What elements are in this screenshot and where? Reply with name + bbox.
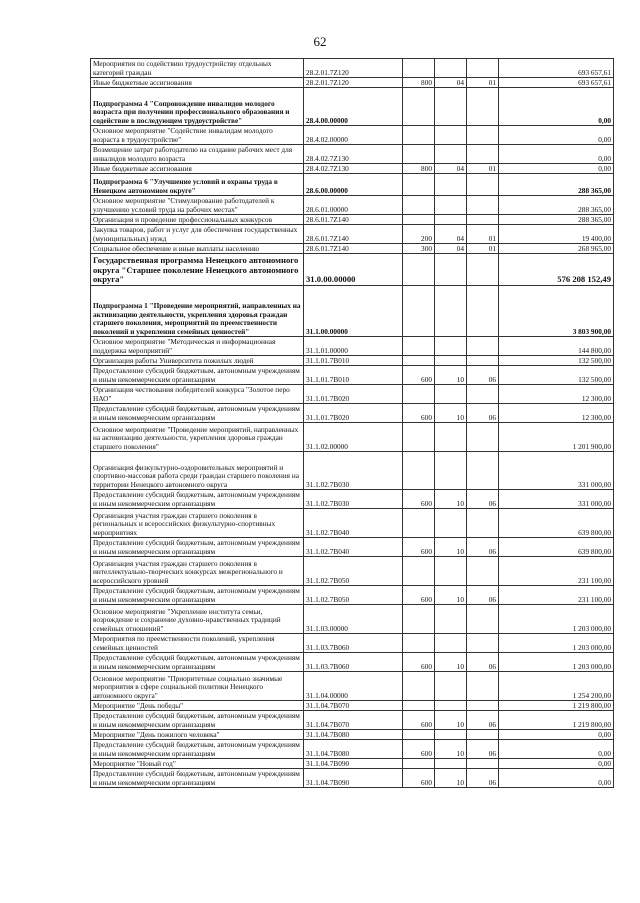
table-row [91, 404, 614, 423]
row-amount-cell: 0,00 [499, 730, 614, 740]
row-pr-cell [467, 59, 499, 78]
row-code-cell: 28.6.01.7Z140 [304, 215, 403, 225]
row-rz-cell [435, 672, 467, 701]
row-amount-cell: 1 219 800,00 [499, 701, 614, 711]
row-pr-cell [467, 557, 499, 586]
row-pr-cell [467, 509, 499, 538]
table-row [91, 730, 614, 740]
row-vr-cell: 600 [403, 740, 435, 759]
row-pr-cell [467, 385, 499, 404]
row-rz-cell [435, 730, 467, 740]
row-amount-cell: 19 400,00 [499, 225, 614, 244]
row-vr-cell [403, 385, 435, 404]
row-name-cell: Предоставление субсидий бюджетным, автономным учреждениям и иным некоммерческим организациям [91, 366, 304, 385]
row-code-cell: 31.1.04.7В070 [304, 711, 403, 730]
row-rz-cell [435, 286, 467, 337]
table-row [91, 740, 614, 759]
row-name-cell: Предоставление субсидий бюджетным, автономным учреждениям и иным некоммерческим организациям [91, 586, 304, 605]
row-rz-cell [435, 356, 467, 366]
row-name-cell: Организация физкультурно-оздоровительных мероприятий и спортивно-массовая работа среди граждан старшего поколения на территории Ненецкого автономного округа [91, 452, 304, 490]
table-row [91, 126, 614, 145]
table-row [91, 586, 614, 605]
row-name-cell: Подпрограмма 1 "Проведение мероприятий, направленных на активизацию деятельности, укрепления здоровья граждан старшего поколения, мероприятий по преемственности поколений и укрепления семейных ценностей" [91, 286, 304, 337]
row-rz-cell: 10 [435, 366, 467, 385]
row-rz-cell: 04 [435, 244, 467, 254]
row-amount-cell: 1 203 000,00 [499, 653, 614, 672]
row-rz-cell: 04 [435, 78, 467, 88]
row-code-cell: 31.1.03.00000 [304, 605, 403, 634]
table-row [91, 215, 614, 225]
row-name-cell: Мероприятие "День победы" [91, 701, 304, 711]
row-vr-cell [403, 215, 435, 225]
row-pr-cell: 06 [467, 538, 499, 557]
budget-table [90, 58, 614, 788]
table-row [91, 225, 614, 244]
table-row [91, 88, 614, 126]
row-amount-cell: 1 203 000,00 [499, 605, 614, 634]
row-amount-cell: 12 300,00 [499, 385, 614, 404]
row-amount-cell: 144 800,00 [499, 337, 614, 356]
row-code-cell: 31.1.02.00000 [304, 423, 403, 452]
table-row [91, 254, 614, 286]
row-vr-cell: 600 [403, 404, 435, 423]
row-amount-cell: 231 100,00 [499, 586, 614, 605]
row-name-cell: Предоставление субсидий бюджетным, автономным учреждениям и иным некоммерческим организациям [91, 769, 304, 788]
row-vr-cell [403, 672, 435, 701]
row-amount-cell: 693 657,61 [499, 78, 614, 88]
table-row [91, 509, 614, 538]
row-amount-cell: 576 208 152,49 [499, 254, 614, 286]
row-rz-cell: 10 [435, 404, 467, 423]
table-row [91, 769, 614, 788]
row-pr-cell: 01 [467, 225, 499, 244]
budget-table-body [91, 59, 614, 788]
row-name-cell: Предоставление субсидий бюджетным, автономным учреждениям и иным некоммерческим организациям [91, 740, 304, 759]
row-code-cell: 31.1.02.7В040 [304, 509, 403, 538]
row-amount-cell: 0,00 [499, 740, 614, 759]
row-rz-cell: 10 [435, 586, 467, 605]
row-vr-cell: 600 [403, 711, 435, 730]
row-vr-cell [403, 196, 435, 215]
row-code-cell: 31.0.00.00000 [304, 254, 403, 286]
row-code-cell: 28.2.01.7Z120 [304, 59, 403, 78]
row-name-cell: Основное мероприятие "Приоритетные социально значимые мероприятия в сфере социальной политики Ненецкого автономного округа" [91, 672, 304, 701]
row-name-cell: Закупка товаров, работ и услуг для обеспечения государственных (муниципальных) нужд [91, 225, 304, 244]
row-rz-cell [435, 423, 467, 452]
table-row [91, 337, 614, 356]
row-code-cell: 28.6.01.7Z140 [304, 244, 403, 254]
row-name-cell: Предоставление субсидий бюджетным, автономным учреждениям и иным некоммерческим организациям [91, 538, 304, 557]
row-amount-cell: 1 203 000,00 [499, 634, 614, 653]
row-amount-cell: 268 965,00 [499, 244, 614, 254]
row-pr-cell [467, 126, 499, 145]
row-code-cell: 31.1.04.7В080 [304, 740, 403, 759]
table-row [91, 672, 614, 701]
row-name-cell: Организация работы Университета пожилых людей [91, 356, 304, 366]
row-rz-cell [435, 605, 467, 634]
row-rz-cell [435, 759, 467, 769]
row-pr-cell [467, 88, 499, 126]
row-vr-cell: 800 [403, 164, 435, 174]
row-vr-cell: 600 [403, 586, 435, 605]
row-pr-cell [467, 337, 499, 356]
row-code-cell: 28.6.01.7Z140 [304, 225, 403, 244]
row-rz-cell: 04 [435, 225, 467, 244]
row-pr-cell: 01 [467, 244, 499, 254]
table-row [91, 423, 614, 452]
row-amount-cell: 288 365,00 [499, 196, 614, 215]
row-vr-cell [403, 126, 435, 145]
row-pr-cell [467, 356, 499, 366]
table-row [91, 244, 614, 254]
row-amount-cell: 288 365,00 [499, 215, 614, 225]
row-vr-cell [403, 174, 435, 196]
row-rz-cell: 04 [435, 164, 467, 174]
table-row [91, 366, 614, 385]
row-code-cell: 31.1.02.7В030 [304, 490, 403, 509]
row-name-cell: Основное мероприятие "Проведение мероприятий, направленных на активизацию деятельности, укрепления здоровья граждан старшего поколения" [91, 423, 304, 452]
row-name-cell: Основное мероприятие "Стимулирование работодателей к улучшению условий труда на рабочих местах" [91, 196, 304, 215]
row-amount-cell: 0,00 [499, 759, 614, 769]
row-pr-cell [467, 196, 499, 215]
row-rz-cell [435, 215, 467, 225]
row-vr-cell: 800 [403, 78, 435, 88]
row-vr-cell [403, 423, 435, 452]
row-name-cell: Иные бюджетные ассигнования [91, 164, 304, 174]
row-code-cell: 31.1.01.7В020 [304, 404, 403, 423]
row-code-cell: 31.1.04.7В080 [304, 730, 403, 740]
table-row [91, 557, 614, 586]
row-rz-cell [435, 634, 467, 653]
row-name-cell: Организация и проведение профессиональных конкурсов [91, 215, 304, 225]
row-amount-cell: 0,00 [499, 769, 614, 788]
table-row [91, 174, 614, 196]
row-vr-cell [403, 759, 435, 769]
row-code-cell: 28.4.02.00000 [304, 126, 403, 145]
row-vr-cell [403, 557, 435, 586]
row-rz-cell [435, 59, 467, 78]
row-name-cell: Подпрограмма 4 "Сопровождение инвалидов молодого возраста при получении профессионального образования и содействие в последующем трудоустройстве" [91, 88, 304, 126]
table-row [91, 653, 614, 672]
row-amount-cell: 132 500,00 [499, 356, 614, 366]
row-vr-cell: 600 [403, 653, 435, 672]
row-rz-cell: 10 [435, 769, 467, 788]
row-pr-cell [467, 423, 499, 452]
row-vr-cell [403, 634, 435, 653]
table-row [91, 490, 614, 509]
row-code-cell: 31.1.01.7В010 [304, 356, 403, 366]
row-code-cell: 28.4.02.7Z130 [304, 145, 403, 164]
table-row [91, 605, 614, 634]
row-vr-cell [403, 88, 435, 126]
row-amount-cell: 0,00 [499, 126, 614, 145]
row-name-cell: Возмещение затрат работодателю на создание рабочих мест для инвалидов молодого возраста [91, 145, 304, 164]
row-code-cell: 31.1.02.7В040 [304, 538, 403, 557]
row-code-cell: 31.1.01.7В010 [304, 366, 403, 385]
row-vr-cell: 200 [403, 225, 435, 244]
table-row [91, 164, 614, 174]
row-pr-cell: 06 [467, 404, 499, 423]
row-vr-cell [403, 701, 435, 711]
row-vr-cell [403, 286, 435, 337]
row-rz-cell: 10 [435, 653, 467, 672]
row-pr-cell [467, 174, 499, 196]
row-pr-cell [467, 701, 499, 711]
row-code-cell: 31.1.03.7В060 [304, 634, 403, 653]
row-amount-cell: 0,00 [499, 88, 614, 126]
row-amount-cell: 3 803 900,00 [499, 286, 614, 337]
row-pr-cell [467, 672, 499, 701]
row-pr-cell [467, 254, 499, 286]
row-pr-cell [467, 730, 499, 740]
row-amount-cell: 639 800,00 [499, 509, 614, 538]
table-row [91, 145, 614, 164]
row-rz-cell [435, 126, 467, 145]
row-pr-cell: 01 [467, 164, 499, 174]
row-pr-cell [467, 634, 499, 653]
row-amount-cell: 12 300,00 [499, 404, 614, 423]
table-row [91, 385, 614, 404]
row-rz-cell [435, 337, 467, 356]
row-vr-cell: 600 [403, 490, 435, 509]
row-name-cell: Мероприятие "Новый год" [91, 759, 304, 769]
table-row [91, 759, 614, 769]
row-code-cell: 31.1.04.7В070 [304, 701, 403, 711]
row-rz-cell [435, 385, 467, 404]
row-code-cell: 28.4.00.00000 [304, 88, 403, 126]
row-pr-cell: 06 [467, 740, 499, 759]
row-name-cell: Мероприятия по содействию трудоустройству отдельных категорий граждан [91, 59, 304, 78]
table-row [91, 196, 614, 215]
row-rz-cell [435, 88, 467, 126]
row-name-cell: Организация участия граждан старшего поколения в интеллектуально-творческих конкурсах межрегионального и всероссийского уровней [91, 557, 304, 586]
table-row [91, 59, 614, 78]
row-vr-cell: 300 [403, 244, 435, 254]
row-code-cell: 31.1.02.7В030 [304, 452, 403, 490]
row-pr-cell [467, 605, 499, 634]
table-row [91, 634, 614, 653]
row-vr-cell [403, 59, 435, 78]
row-pr-cell [467, 145, 499, 164]
row-vr-cell [403, 254, 435, 286]
row-code-cell: 31.1.00.00000 [304, 286, 403, 337]
table-row [91, 701, 614, 711]
row-rz-cell [435, 145, 467, 164]
row-vr-cell [403, 356, 435, 366]
row-vr-cell [403, 145, 435, 164]
row-vr-cell [403, 337, 435, 356]
row-rz-cell: 10 [435, 711, 467, 730]
row-rz-cell [435, 254, 467, 286]
row-pr-cell: 06 [467, 366, 499, 385]
row-name-cell: Предоставление субсидий бюджетным, автономным учреждениям и иным некоммерческим организациям [91, 490, 304, 509]
row-amount-cell: 1 254 200,00 [499, 672, 614, 701]
row-amount-cell: 231 100,00 [499, 557, 614, 586]
row-code-cell: 28.2.01.7Z120 [304, 78, 403, 88]
row-rz-cell [435, 174, 467, 196]
table-row [91, 452, 614, 490]
row-vr-cell: 600 [403, 538, 435, 557]
row-name-cell: Основное мероприятие "Содействие инвалидам молодого возраста в трудоустройстве" [91, 126, 304, 145]
row-pr-cell [467, 759, 499, 769]
row-rz-cell [435, 509, 467, 538]
row-amount-cell: 288 365,00 [499, 174, 614, 196]
table-row [91, 78, 614, 88]
row-vr-cell: 600 [403, 769, 435, 788]
row-name-cell: Иные бюджетные ассигнования [91, 78, 304, 88]
row-code-cell: 31.1.02.7В050 [304, 586, 403, 605]
row-rz-cell [435, 196, 467, 215]
row-pr-cell: 06 [467, 769, 499, 788]
table-row [91, 538, 614, 557]
row-rz-cell [435, 701, 467, 711]
row-pr-cell: 06 [467, 653, 499, 672]
row-vr-cell [403, 452, 435, 490]
row-rz-cell [435, 557, 467, 586]
row-amount-cell: 132 500,00 [499, 366, 614, 385]
row-name-cell: Основное мероприятие "Методическая и информационная поддержка мероприятий" [91, 337, 304, 356]
row-amount-cell: 331 000,00 [499, 490, 614, 509]
page-number: 62 [313, 34, 327, 49]
row-name-cell: Подпрограмма 6 "Улучшение условий и охраны труда в Ненецком автономном округе" [91, 174, 304, 196]
row-name-cell: Социальное обеспечение и иные выплаты населению [91, 244, 304, 254]
row-code-cell: 31.1.03.7В060 [304, 653, 403, 672]
row-pr-cell: 06 [467, 490, 499, 509]
row-amount-cell: 693 657,61 [499, 59, 614, 78]
row-name-cell: Предоставление субсидий бюджетным, автономным учреждениям и иным некоммерческим организациям [91, 711, 304, 730]
row-amount-cell: 331 000,00 [499, 452, 614, 490]
row-name-cell: Основное мероприятие "Укрепление института семьи, возрождение и сохранение духовно-нравственных традиций семейных отношений" [91, 605, 304, 634]
row-rz-cell [435, 452, 467, 490]
row-vr-cell [403, 730, 435, 740]
row-code-cell: 31.1.01.00000 [304, 337, 403, 356]
row-amount-cell: 0,00 [499, 164, 614, 174]
row-pr-cell [467, 286, 499, 337]
row-rz-cell: 10 [435, 538, 467, 557]
row-name-cell: Организация участия граждан старшего поколения в региональных и всероссийских физкультурно-спортивных мероприятиях [91, 509, 304, 538]
row-code-cell: 28.4.02.7Z130 [304, 164, 403, 174]
row-vr-cell: 600 [403, 366, 435, 385]
row-code-cell: 28.6.00.00000 [304, 174, 403, 196]
row-code-cell: 31.1.04.7В090 [304, 769, 403, 788]
row-name-cell: Мероприятия по преемственности поколений, укрепления семейных ценностей [91, 634, 304, 653]
row-amount-cell: 0,00 [499, 145, 614, 164]
row-pr-cell [467, 452, 499, 490]
table-row [91, 711, 614, 730]
row-vr-cell [403, 605, 435, 634]
row-name-cell: Организация чествования победителей конкурса "Золотое перо НАО" [91, 385, 304, 404]
row-amount-cell: 1 201 900,00 [499, 423, 614, 452]
row-code-cell: 31.1.04.7В090 [304, 759, 403, 769]
row-name-cell: Предоставление субсидий бюджетным, автономным учреждениям и иным некоммерческим организациям [91, 653, 304, 672]
row-rz-cell: 10 [435, 490, 467, 509]
row-code-cell: 31.1.04.00000 [304, 672, 403, 701]
row-name-cell: Государственная программа Ненецкого автономного округа "Старшее поколение Ненецкого автономного округа" [91, 254, 304, 286]
row-code-cell: 28.6.01.00000 [304, 196, 403, 215]
row-pr-cell: 06 [467, 586, 499, 605]
table-row [91, 286, 614, 337]
row-code-cell: 31.1.01.7В020 [304, 385, 403, 404]
row-amount-cell: 1 219 800,00 [499, 711, 614, 730]
row-amount-cell: 639 800,00 [499, 538, 614, 557]
table-row [91, 356, 614, 366]
row-pr-cell: 01 [467, 78, 499, 88]
row-pr-cell [467, 215, 499, 225]
row-vr-cell [403, 509, 435, 538]
row-pr-cell: 06 [467, 711, 499, 730]
row-code-cell: 31.1.02.7В050 [304, 557, 403, 586]
row-rz-cell: 10 [435, 740, 467, 759]
row-name-cell: Мероприятие "День пожилого человека" [91, 730, 304, 740]
row-name-cell: Предоставление субсидий бюджетным, автономным учреждениям и иным некоммерческим организациям [91, 404, 304, 423]
